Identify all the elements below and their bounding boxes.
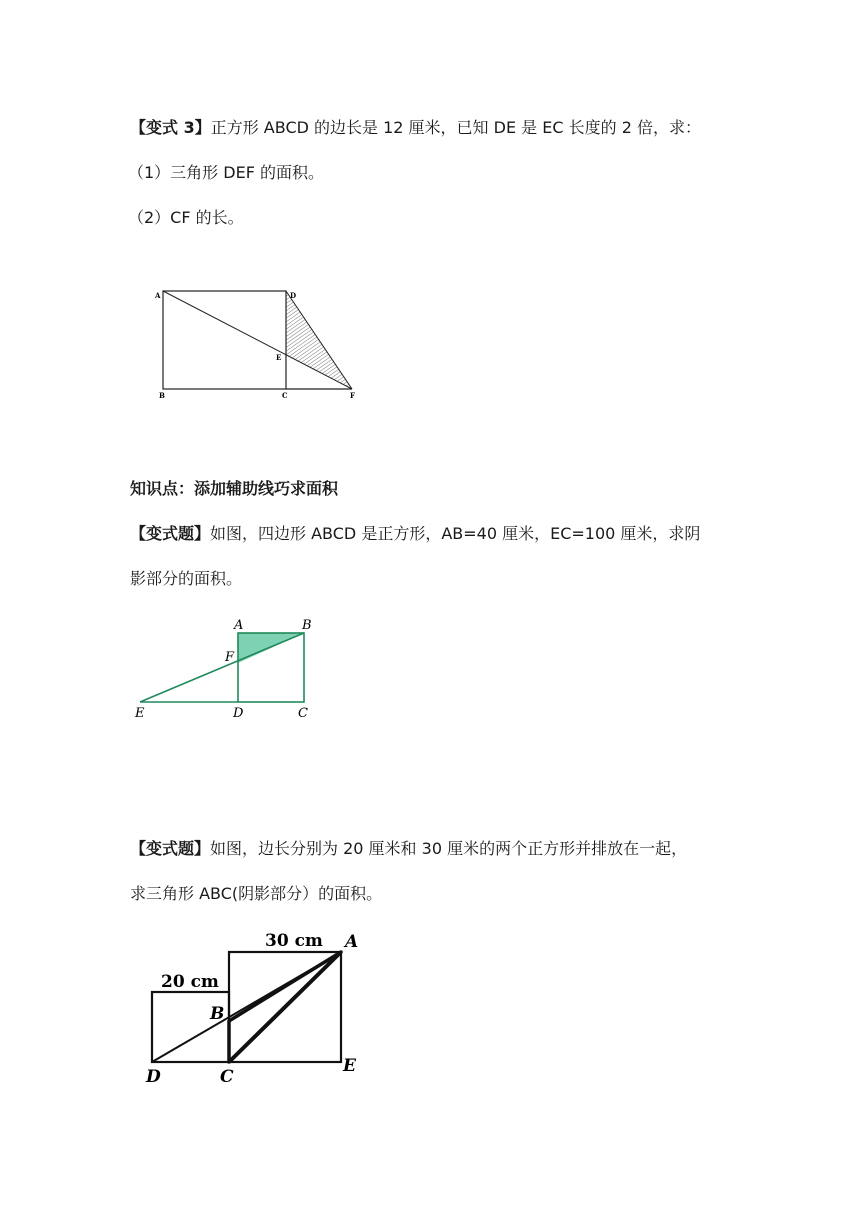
problem5-statement-line1: [130, 838, 687, 860]
problem3-figure: [150, 285, 365, 400]
problem4-statement-line2: 影部分的面积。: [130, 569, 243, 588]
problem3-text: 正方形 ABCD 的边长是 12 厘米，已知 DE 是 EC 长度的 2 倍，求：: [210, 118, 701, 137]
label-b: B: [302, 618, 312, 633]
label-e: E: [276, 353, 282, 362]
square-abcd: [163, 291, 286, 389]
section-title: 知识点：添加辅助线巧求面积: [130, 479, 339, 498]
label-d: D: [290, 291, 297, 300]
label-a: A: [345, 932, 359, 952]
problem3-question2: （2）CF 的长。: [128, 208, 244, 227]
label-f: F: [225, 650, 235, 665]
problem3-question1: （1）三角形 DEF 的面积。: [128, 163, 324, 182]
label-d: D: [233, 706, 244, 721]
line-af: [163, 291, 352, 389]
label-c: C: [220, 1067, 234, 1087]
dim-small: 20 cm: [161, 972, 219, 992]
small-square: [152, 992, 229, 1062]
label-a: A: [234, 618, 244, 633]
problem3-statement: [130, 117, 701, 139]
label-a: A: [155, 291, 161, 300]
label-c: C: [282, 391, 288, 400]
label-c: C: [298, 706, 308, 721]
label-f: F: [350, 391, 355, 400]
problem4-text: 如图，四边形 ABCD 是正方形，AB=40 厘米，EC=100 厘米，求阴: [210, 524, 701, 543]
label-d: D: [146, 1067, 161, 1087]
problem4-tag: 【变式题】: [130, 524, 211, 543]
label-b: B: [159, 391, 165, 400]
problem5-figure: [140, 925, 370, 1090]
problem5-statement-line2: 求三角形 ABC(阴影部分）的面积。: [130, 884, 383, 903]
label-b: B: [210, 1004, 225, 1024]
label-e: E: [135, 706, 145, 721]
dim-large: 30 cm: [265, 931, 323, 951]
problem5-text: 如图，边长分别为 20 厘米和 30 厘米的两个正方形并排放在一起，: [210, 839, 688, 858]
problem5-tag: 【变式题】: [130, 839, 211, 858]
problem4-figure: [128, 610, 328, 722]
problem3-tag: 【变式 3】: [130, 118, 211, 137]
line-eb: [140, 633, 304, 702]
label-e: E: [343, 1056, 356, 1076]
problem4-statement-line1: [130, 523, 700, 545]
